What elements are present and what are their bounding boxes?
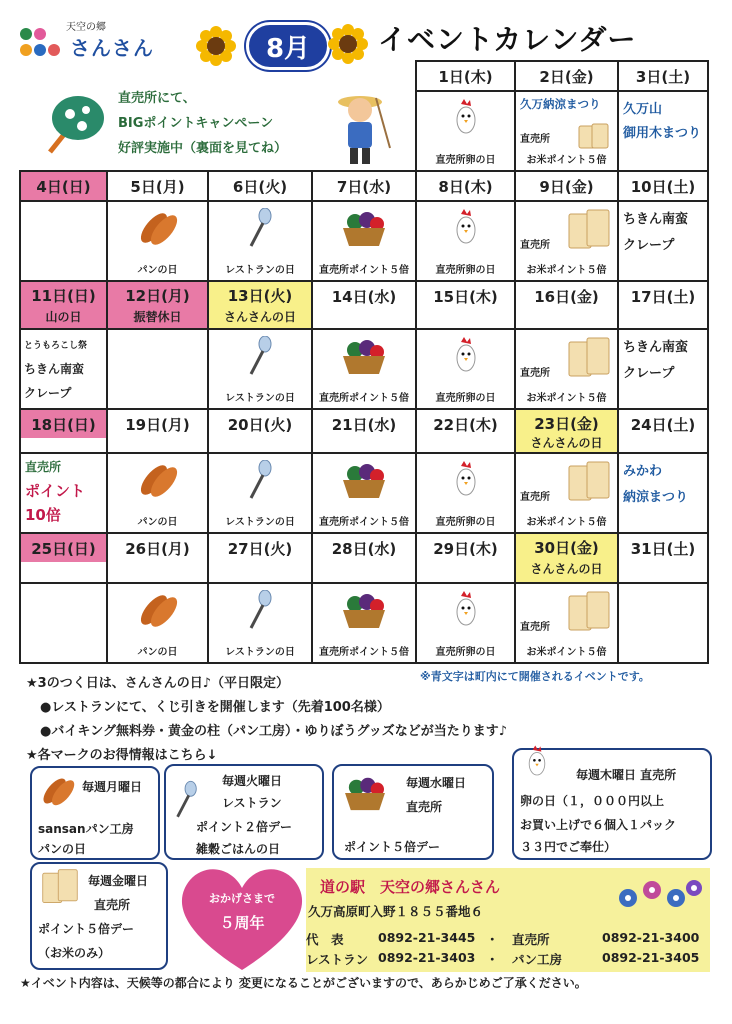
event-label: みかわ [623, 464, 663, 479]
event-label: 御用木まつり [623, 126, 702, 141]
sansan-day-label: さんさんの日 [223, 310, 296, 324]
date-16: 16日(金) [534, 287, 599, 306]
vegetable-basket-icon [339, 590, 389, 630]
bakery-phone: 0892-21-3405 [602, 950, 700, 965]
rice-bag-icon [567, 460, 611, 504]
friday-info-box [30, 862, 168, 970]
vegetable-caption: 直売所ポイント５倍 [319, 265, 409, 276]
holiday-label: 山の日 [45, 310, 82, 324]
day-cell-21 [313, 454, 415, 532]
day-cell-2 [516, 92, 617, 170]
date-label: 30日(金) [534, 538, 599, 557]
restaurant-phone: 0892-21-3403 [378, 950, 476, 965]
bread-icon [136, 208, 180, 248]
chicken-icon [451, 336, 481, 376]
sansan-day-label: さんさんの日 [530, 436, 603, 450]
date-11 [21, 282, 106, 328]
date-22: 22日(木) [433, 415, 498, 434]
date-20: 20日(火) [227, 415, 293, 434]
bread-caption: パンの日 [137, 265, 178, 276]
restaurant-caption: レストランの日 [225, 393, 295, 404]
box-title: 毎週水曜日 [406, 776, 467, 790]
egg-day-caption: 直売所卵の日 [435, 517, 496, 528]
date-18: 18日(日) [21, 410, 106, 438]
rice-caption: お米ポイント５倍 [526, 155, 607, 166]
morning-glory-icon [614, 874, 704, 914]
logo-dots-icon [18, 26, 64, 60]
rice-caption: お米ポイント５倍 [526, 265, 607, 276]
rice-label: 直売所 [520, 134, 550, 145]
day-cell-17 [619, 330, 707, 408]
date-28: 28日(水) [331, 539, 397, 558]
rice-label: 直売所 [520, 492, 550, 503]
date-7: 7日(水) [336, 177, 392, 196]
rice-bag-icon [577, 122, 611, 152]
day-cell-30 [516, 584, 617, 662]
date-6: 6日(火) [232, 177, 288, 196]
day-cell-19 [108, 454, 207, 532]
date-9: 9日(金) [539, 177, 594, 196]
wednesday-info-box [332, 764, 494, 860]
day-cell-6 [209, 202, 311, 280]
date-25: 25日(日) [21, 534, 106, 562]
vegetable-basket-icon [339, 336, 389, 376]
rice-label: 直売所 [520, 622, 550, 633]
logo-tagline: 天空の郷 [66, 22, 106, 33]
lottery-note: ●レストランにて、くじ引きを開催します（先着100名様） [40, 700, 390, 715]
chicken-icon [451, 98, 481, 138]
chicken-icon [451, 460, 481, 500]
box-line: sansanパン工房 [38, 822, 134, 836]
day-cell-14 [313, 330, 415, 408]
date-19: 19日(月) [125, 415, 190, 434]
box-title: 毎週木曜日 直売所 [576, 768, 677, 782]
day-cell-26 [108, 584, 207, 662]
date-17: 17日(土) [630, 287, 696, 306]
chicken-icon [524, 744, 550, 780]
bread-caption: パンの日 [137, 647, 178, 658]
rep-phone: 0892-21-3445 [378, 930, 476, 945]
egg-day-caption: 直売所卵の日 [435, 393, 496, 404]
event-label: ちきん南蛮 [623, 340, 689, 355]
event-label: 10倍 [25, 506, 61, 524]
bread-icon [136, 590, 180, 630]
date-12 [108, 282, 207, 328]
bread-icon [38, 774, 78, 808]
shop-phone: 0892-21-3400 [602, 930, 700, 945]
notice-line: 好評実施中（裏面を見てね） [118, 141, 288, 156]
box-line: お買い上げで６個入１パック [520, 818, 677, 832]
box-line: 直売所 [94, 898, 131, 912]
marks-note: ★各マークのお得情報はこちら↓ [26, 748, 218, 763]
date-31: 31日(土) [630, 539, 696, 558]
day-cell-13 [209, 330, 311, 408]
sansan-day-note: ★3のつく日は、さんさんの日♪（平日限定） [26, 676, 289, 691]
page-title: イベントカレンダー [378, 23, 637, 56]
spoon-icon [245, 208, 275, 248]
thursday-info-box [512, 748, 712, 860]
spoon-icon [245, 336, 275, 376]
date-label: 11日(日) [31, 286, 96, 305]
restaurant-label: レストラン [306, 952, 369, 967]
bakery-label: パン工房 [512, 952, 563, 967]
rice-label: 直売所 [520, 240, 550, 251]
box-title: 毎週月曜日 [82, 780, 143, 794]
restaurant-caption: レストランの日 [225, 265, 295, 276]
event-label: ちきん南蛮 [24, 362, 85, 376]
restaurant-caption: レストランの日 [225, 647, 295, 658]
date-3: 3日(土) [635, 67, 691, 86]
day-cell-22 [417, 454, 514, 532]
event-label: 納涼まつり [623, 490, 689, 505]
date-29: 29日(木) [433, 539, 498, 558]
event-label: クレープ [623, 238, 675, 253]
date-8: 8日(木) [438, 177, 493, 196]
chicken-icon [451, 208, 481, 248]
rep-label: 代 表 [306, 932, 344, 947]
box-title: 毎週火曜日 [222, 774, 283, 788]
day-cell-29 [417, 584, 514, 662]
rice-bag-icon [567, 336, 611, 380]
rice-bag-icon [567, 590, 611, 634]
rice-bag-icon [567, 208, 611, 252]
day-cell-10 [619, 202, 707, 280]
day-cell-15 [417, 330, 514, 408]
tuesday-info-box [164, 764, 324, 860]
sunflower-icon [328, 24, 368, 64]
day-cell-18 [21, 454, 106, 532]
event-label: ポイント [25, 482, 86, 500]
separator: ・ [486, 932, 499, 947]
sansan-day-label: さんさんの日 [530, 562, 603, 576]
day-cell-8 [417, 202, 514, 280]
bread-caption: パンの日 [137, 517, 178, 528]
rice-label: 直売所 [520, 368, 550, 379]
spoon-icon [245, 460, 275, 500]
box-line: ポイント５倍デー [344, 840, 441, 854]
footer-note: ★イベント内容は、天候等の都合により 変更になることがございますので、あらかじめご了承ください。 [20, 976, 587, 990]
box-line: 雑穀ごはんの日 [196, 842, 281, 856]
date-27: 27日(火) [227, 539, 293, 558]
vegetable-caption: 直売所ポイント５倍 [319, 517, 409, 528]
logo [18, 18, 168, 62]
shop-label: 直売所 [512, 932, 550, 947]
heart-text: おかげさまで [209, 892, 275, 905]
anniversary-text: ５周年 [219, 914, 265, 932]
date-label: 13日(火) [227, 286, 293, 305]
date-5: 5日(月) [130, 177, 185, 196]
prizes-note: ●バイキング無料券・黄金の柱（パン工房）・ゆりぼうグッズなどが当たります♪ [40, 724, 508, 739]
day-cell-20 [209, 454, 311, 532]
vegetable-basket-icon [339, 208, 389, 248]
box-title: 毎週金曜日 [88, 874, 149, 888]
date-13 [209, 282, 311, 328]
spoon-icon [172, 780, 200, 820]
box-line: ポイント５倍デー [38, 922, 135, 936]
month-badge: 8月 [246, 22, 330, 70]
box-line: 卵の日（１，０００円以上 [520, 794, 665, 808]
box-line: 直売所 [406, 800, 443, 814]
day-cell-23 [516, 454, 617, 532]
event-label: 直売所 [25, 460, 62, 474]
day-cell-27 [209, 584, 311, 662]
date-label: 23日(金) [534, 414, 599, 433]
egg-day-caption: 直売所卵の日 [435, 155, 496, 166]
rice-caption: お米ポイント５倍 [526, 647, 607, 658]
date-2: 2日(金) [539, 67, 594, 86]
date-label: 12日(月) [125, 286, 190, 305]
event-label: クレープ [623, 366, 675, 381]
vegetable-basket-icon [339, 460, 389, 500]
rice-caption: お米ポイント５倍 [526, 393, 607, 404]
date-23 [516, 410, 617, 452]
spoon-icon [245, 590, 275, 630]
date-1: 1日(木) [438, 67, 493, 86]
egg-day-caption: 直売所卵の日 [435, 265, 496, 276]
date-14: 14日(水) [331, 287, 397, 306]
event-label: とうもろこし祭 [24, 341, 88, 351]
box-line: パンの日 [38, 842, 87, 856]
date-26: 26日(月) [125, 539, 190, 558]
rice-caption: お米ポイント５倍 [526, 517, 607, 528]
event-calendar [19, 60, 709, 664]
station-name: 道の駅 天空の郷さんさん [320, 878, 501, 896]
separator: ・ [486, 952, 499, 967]
notice-line: BIGポイントキャンペーン [118, 116, 274, 131]
monday-info-box [30, 766, 160, 860]
date-24: 24日(土) [630, 415, 696, 434]
day-cell-7 [313, 202, 415, 280]
day-cell-1 [417, 92, 514, 170]
bread-icon [136, 460, 180, 500]
date-21: 21日(水) [331, 415, 397, 434]
vegetable-caption: 直売所ポイント５倍 [319, 647, 409, 658]
day-cell-28 [313, 584, 415, 662]
box-line: （お米のみ） [38, 946, 111, 960]
date-4: 4日(日) [21, 172, 106, 200]
egg-day-caption: 直売所卵の日 [435, 647, 496, 658]
vegetable-caption: 直売所ポイント５倍 [319, 393, 409, 404]
chicken-icon [451, 590, 481, 630]
vegetable-basket-icon [340, 774, 390, 812]
day-cell-24 [619, 454, 707, 532]
day-cell-9 [516, 202, 617, 280]
logo-name: さんさん [70, 36, 154, 60]
station-address: 久万高原町入野１８５５番地６ [308, 904, 484, 919]
event-label: 久万納涼まつり [520, 97, 601, 111]
date-30 [516, 534, 617, 582]
rice-bag-icon [40, 868, 80, 906]
event-label: ちきん南蛮 [623, 212, 689, 227]
restaurant-caption: レストランの日 [225, 517, 295, 528]
holiday-label: 振替休日 [133, 310, 182, 324]
date-10: 10日(土) [630, 177, 696, 196]
event-label: クレープ [24, 386, 72, 400]
box-line: ３３円でご奉仕） [520, 840, 617, 854]
event-label: 久万山 [623, 102, 663, 117]
date-15: 15日(木) [433, 287, 498, 306]
day-cell-3 [619, 92, 707, 170]
box-line: レストラン [222, 796, 282, 810]
day-cell-5 [108, 202, 207, 280]
notice-line: 直売所にて、 [118, 91, 196, 106]
station-info-band [306, 868, 710, 972]
box-line: ポイント２倍デー [196, 820, 293, 834]
day-cell-11 [21, 330, 106, 408]
blue-text-note: ※青文字は町内にて開催されるイベントです。 [420, 670, 650, 683]
day-cell-16 [516, 330, 617, 408]
